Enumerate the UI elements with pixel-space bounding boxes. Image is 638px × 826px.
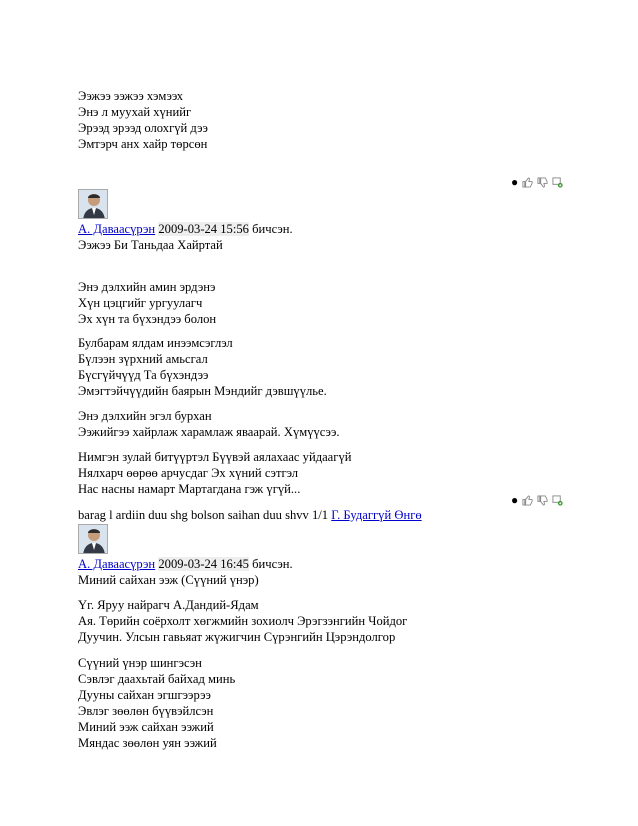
poem-line: Мяндас зөөлөн уян ээжий [78,736,217,750]
poem-line: Нимгэн зулай битүүртэл Бүүвэй аялахаас уйдаагүй [78,450,352,464]
post-title: Миний сайхан ээж (Сүүний үнэр) [78,573,259,587]
poem-line: Сэвлэг даахьтай байхад минь [78,672,236,686]
wrote-label: бичсэн. [252,222,293,236]
bullet: ● [511,493,519,507]
poem-line: Энэ дэлхийн амин эрдэнэ [78,280,216,294]
avatar[interactable] [78,524,108,554]
poem-line: Бүлээн зүрхний амьсгал [78,352,208,366]
reply-icon[interactable] [552,177,563,188]
avatar[interactable] [78,189,108,219]
credit-line: Үг. Яруу найрагч А.Дандий-Ядам [78,598,259,612]
poem-line: Нас насны намарт Мартагдана гэж үгүй... [78,482,301,496]
wrote-label: бичсэн. [252,557,293,571]
poem-line: Энэ л муухай хүнийг [78,105,192,119]
poem-line: Сүүний үнэр шингэсэн [78,656,202,670]
avatar-photo-icon [79,525,108,554]
poem-line: Хүн цэцгийг ургуулагч [78,296,203,310]
poem-line: Эрээд эрээд олохгүй дээ [78,121,208,135]
signature-link[interactable]: Г. Будаггүй Өнгө [331,508,422,522]
poem-line: Нялхарч өөрөө арчусдаг Эх хүний сэтгэл [78,466,299,480]
poem-line: Ээжийгээ хайрлаж харамлаж яваарай. Хүмүүсээ. [78,425,340,439]
avatar-photo-icon [79,190,108,219]
signature-text: barag l ardiin duu shg bolson saihan duu shvv 1/1 [78,508,329,522]
poem-line: Эмэгтэйчүүдийн баярын Мэндийг дэвшүүлье. [78,384,327,398]
reply-icon[interactable] [552,495,563,506]
credit-line: Дуучин. Улсын гавьяат жүжигчин Сүрэнгийн Цэрэндолгор [78,630,396,644]
author-link[interactable]: А. Даваасүрэн [78,222,156,236]
poem-line: Ээжээ ээжээ хэмээх [78,89,184,103]
bullet: ● [511,175,519,189]
thumbs-down-icon[interactable] [537,495,548,506]
signature [78,508,422,523]
credit-line: Ая. Төрийн соёрхолт хөгжмийн зохиолч Эрэгзэнгийн Чойдог [78,614,408,628]
thumbs-up-icon[interactable] [522,495,533,506]
post-actions [511,176,563,188]
poem-line: Энэ дэлхийн эгэл бурхан [78,409,212,423]
poem-line: Эх хүн та бүхэндээ болон [78,312,217,326]
post-meta [78,557,293,572]
post-actions [511,494,563,506]
thumbs-down-icon[interactable] [537,177,548,188]
post-title: Ээжээ Би Таньдаа Хайртай [78,238,223,252]
poem-line: Дууны сайхан эгшгээрээ [78,688,211,702]
author-link[interactable]: А. Даваасүрэн [78,557,156,571]
post-datetime: 2009-03-24 16:45 [158,557,249,571]
poem-line: Эмтэрч анх хайр төрсөн [78,137,208,151]
poem-line: Бүсгүйчүүд Та бүхэндээ [78,368,209,382]
thumbs-up-icon[interactable] [522,177,533,188]
post-meta [78,222,293,237]
poem-line: Булбарам ялдам инээмсэглэл [78,336,233,350]
post-datetime: 2009-03-24 15:56 [158,222,249,236]
poem-line: Миний ээж сайхан ээжий [78,720,214,734]
poem-line: Эвлэг зөөлөн бүүвэйлсэн [78,704,214,718]
